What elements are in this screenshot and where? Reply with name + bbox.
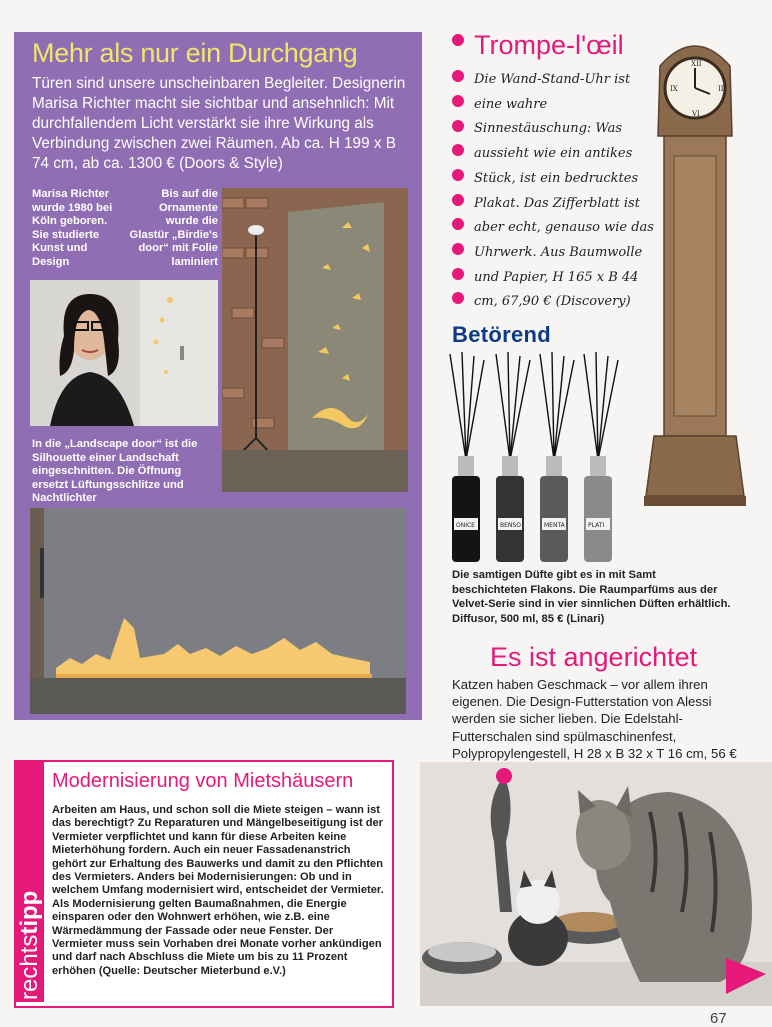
tipp-body: Arbeiten am Haus, und schon soll die Miete steigen – wann ist das berechtigt? Zu Reparaturen und Mängelbeseitigung ist der Vermieter verpflichtet und kann für diese Arbeiten keine Mieterhöhung fordern. Auch ein neuer Fassadenanstrich gehört zur Erhaltung des Bauwerks und damit zu den Pflichten des Vermieters. Anders bei Modernisierungen: Ob und in welchem Umfang modernisiert wird, entscheidet der Vermieter. Als Modernisierung gelten Baumaßnahmen, die Energie einsparen oder den Wohnwert erhöhen, wie z.B. eine Wärmedämmung der Fassade oder neue Fenster. Der Vermieter muss sein Vorhaben drei Monate vorher ankündigen und darf nach Abschluss die Miete um bis zu 11 Prozent erhöhen (Quelle: Deutscher Mieterbund e.V.)	[52, 804, 384, 977]
feature-body: Türen sind unsere unscheinbaren Begleiter. Designerin Marisa Richter macht sie sichtbar und ansehnlich: Mit durchfallendem Licht verstärkt sie ihre Wirkung als Verbindung zwischen zwei Räumen. Ab ca. H 199 x B 74 cm, ab ca. 1300 € (Doors & Style)	[32, 75, 406, 172]
tipp-label-bold: tipp	[16, 890, 43, 935]
bottle-label: ONICE	[456, 522, 475, 529]
betoerend-title: Betörend	[452, 322, 551, 347]
tipp-title: Modernisierung von Mietshäusern	[52, 770, 354, 792]
bullet-dot	[452, 194, 464, 206]
trompe-body: Die Wand-Stand-Uhr ist eine wahre Sinnestäuschung: Was aussieht wie ein antikes Stück, ist ein bedrucktes Plakat. Das Zifferblatt ist aber echt, genauso wie das Uhrwerk. Aus Baumwolle und Papier, H 165 x B 44 cm, 67,90 € (Discovery)	[474, 72, 654, 310]
caption-designer: Marisa Richter wurde 1980 bei Köln geboren. Sie studierte Kunst und Design	[32, 188, 113, 268]
svg-text:XII: XII	[691, 60, 702, 68]
tipp-label	[16, 760, 44, 1000]
grandfather-clock-image	[640, 26, 750, 516]
bottle-label: MENTA	[544, 522, 565, 529]
svg-text:III: III	[718, 85, 727, 93]
caption-birdie-door: Bis auf die Ornamente wurde die Glastür „Birdie's door“ mit Folie laminiert	[129, 188, 218, 268]
diffuser-bottles-image	[444, 350, 630, 566]
bullet-dot	[452, 70, 464, 82]
cat-feeding-station-image	[420, 762, 772, 1006]
bullet-dot	[452, 95, 464, 107]
feature-title: Mehr als nur ein Durchgang	[32, 38, 358, 68]
caption-landscape-door: In die „Landscape door“ ist die Silhouette einer Landschaft eingeschnitten. Die Öffnung ersetzt Lüftungsschlitze und Nachtlichter	[32, 438, 198, 505]
bottle-label: PLATI	[588, 522, 605, 529]
bullet-dot	[452, 292, 464, 304]
bullet-dot	[452, 144, 464, 156]
bullet-dot	[452, 34, 464, 46]
svg-text:IX: IX	[670, 85, 678, 93]
landscape-door-image	[30, 508, 406, 714]
tipp-label-light: rechts	[16, 934, 43, 1000]
trompe-title: Trompe-l'œil	[474, 30, 624, 60]
bullet-dot	[452, 218, 464, 230]
angerichtet-title: Es ist angerichtet	[490, 642, 698, 672]
designer-portrait-image	[30, 280, 218, 426]
diffuser-caption: Die samtigen Düfte gibt es in mit Samt beschichteten Flakons. Die Raumparfüms aus der Velvet-Serie sind in vier sinnlichen Düften erhältlich. Diffusor, 500 ml, 85 € (Linari)	[452, 569, 731, 625]
bullet-dot	[452, 120, 464, 132]
bullet-dot	[452, 243, 464, 255]
birdie-door-image	[222, 188, 408, 492]
angerichtet-body: Katzen haben Geschmack – vor allem ihren eigenen. Die Design-Futterstation von Alessi werden sie sicher lieben. Die Edelstahl-Futterschalen sind spülmaschinenfest, Polypropylengestell, H 28 x B 32 x T 16 cm, 56 €	[452, 677, 737, 761]
page-number: 67	[710, 1010, 727, 1027]
bullet-dot	[452, 268, 464, 280]
svg-text:VI: VI	[692, 110, 700, 118]
bullet-dot	[452, 169, 464, 181]
bottle-label: BENSO	[500, 522, 521, 529]
